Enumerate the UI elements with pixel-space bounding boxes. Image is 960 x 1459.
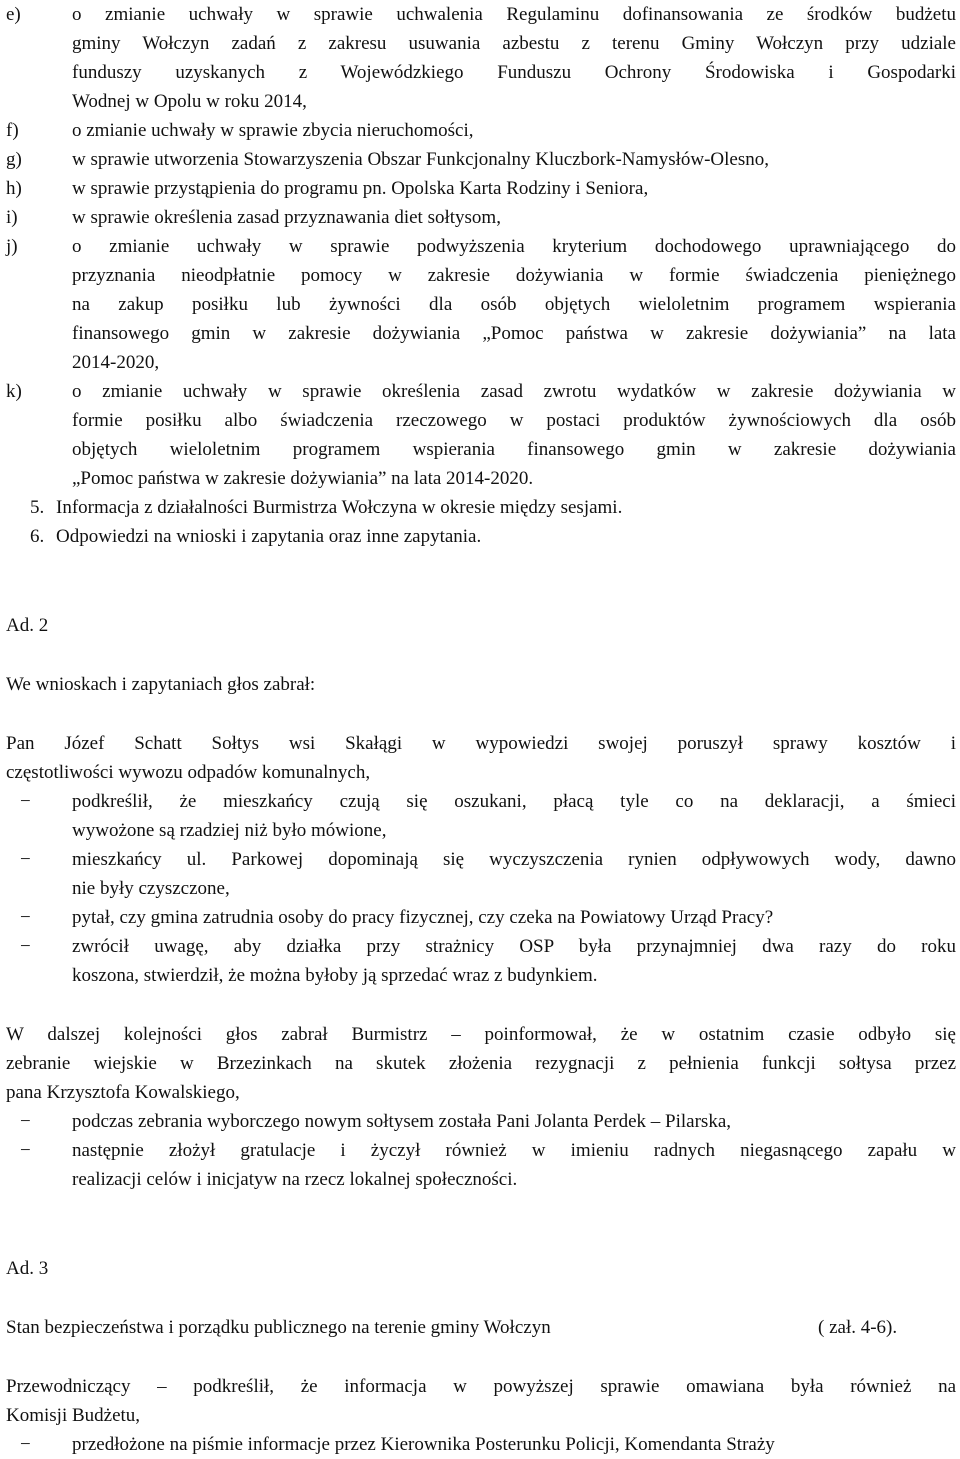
agenda-item-marker: f)	[6, 120, 19, 141]
agenda-item-text-line: przyznania nieodpłatnie pomocy w zakresie dożywiania w formie świadczenia pieniężnego	[72, 265, 956, 286]
ad2-paragraph-schatt	[6, 729, 956, 787]
agenda-item-text-line: 2014-2020,	[72, 352, 160, 373]
agenda-item-text-line: gminy Wołczyn zadań z zakresu usuwania azbestu z terenu Gminy Wołczyn przy udziale	[72, 33, 956, 54]
agenda-item-marker: k)	[6, 381, 22, 402]
agenda-item-text-line: objętych wieloletnim programem wspierania finansowego gmin w zakresie dożywiania	[72, 439, 956, 460]
ad2-schatt-bullet-text-line: pytał, czy gmina zatrudnia osoby do pracy fizycznej, czy czeka na Powiatowy Urząd Pracy?	[72, 907, 774, 928]
ad3-topic-reference: ( zał. 4-6).	[818, 1317, 898, 1338]
ad2-schatt-bullet-text-line: nie były czyszczone,	[72, 878, 230, 899]
ad2-paragraph-line: Pan Józef Schatt Sołtys wsi Skałągi w wypowiedzi swojej poruszył sprawy kosztów i	[6, 733, 956, 754]
agenda-item	[6, 377, 956, 493]
ad2-bullets-burmistrz	[6, 1107, 956, 1194]
ad3-paragraph-line: Komisji Budżetu,	[6, 1405, 141, 1426]
ad2-bullets-schatt	[6, 787, 956, 990]
ad3-topic-row	[6, 1313, 956, 1342]
ad3-paragraph-przewodniczacy	[6, 1372, 956, 1430]
ad3-topic: Stan bezpieczeństwa i porządku publicznego na terenie gminy Wołczyn	[6, 1317, 551, 1338]
ad2-schatt-bullet-text-line: podkreślił, że mieszkańcy czują się oszukani, płacą tyle co na deklaracji, a śmieci	[72, 791, 956, 812]
agenda-item-text-line: „Pomoc państwa w zakresie dożywiania” na lata 2014-2020.	[72, 468, 534, 489]
dash-bullet-icon: −	[20, 849, 31, 870]
ad2-schatt-bullet	[6, 932, 956, 990]
ad2-schatt-bullet	[6, 845, 956, 903]
agenda-item	[6, 0, 956, 116]
ad2-schatt-bullet	[6, 787, 956, 845]
ad2-burmistrz-bullet-text-line: następnie złożył gratulacje i życzył również w imieniu radnych niegasnącego zapału w	[72, 1140, 956, 1161]
agenda-item-marker: g)	[6, 149, 22, 170]
ad3-paragraph-line: Przewodniczący – podkreślił, że informacja w powyższej sprawie omawiana była również na	[6, 1376, 956, 1397]
agenda-item-marker: i)	[6, 207, 18, 228]
agenda-item-text-line: finansowego gmin w zakresie dożywiania „Pomoc państwa w zakresie dożywiania” na lata	[72, 323, 956, 344]
ad2-burmistrz-bullet	[6, 1107, 956, 1136]
agenda-item	[6, 203, 956, 232]
ad3-przewodniczacy-bullet	[6, 1430, 956, 1459]
ad3-bullets-przewodniczacy	[6, 1430, 956, 1459]
numbered-item	[6, 493, 956, 522]
agenda-item-text-line: w sprawie określenia zasad przyznawania diet sołtysom,	[72, 207, 501, 228]
numbered-item	[6, 522, 956, 551]
agenda-item-marker: e)	[6, 4, 21, 25]
agenda-item-text-line: o zmianie uchwały w sprawie podwyższenia kryterium dochodowego uprawniającego do	[72, 236, 956, 257]
ad2-burmistrz-bullet-text-line: realizacji celów i inicjatyw na rzecz lokalnej społeczności.	[72, 1169, 518, 1190]
numbered-item-marker: 6.	[30, 526, 45, 547]
numbered-list	[6, 493, 956, 551]
dash-bullet-icon: −	[20, 936, 31, 957]
ad2-paragraph-line: zebranie wiejskie w Brzezinkach na skutek złożenia rezygnacji z pełnienia funkcji sołtysa przez	[6, 1053, 956, 1074]
ad2-schatt-bullet	[6, 903, 956, 932]
dash-bullet-icon: −	[20, 791, 31, 812]
ad2-paragraph-burmistrz	[6, 1020, 956, 1107]
ad2-paragraph-line: częstotliwości wywozu odpadów komunalnych,	[6, 762, 371, 783]
agenda-item	[6, 174, 956, 203]
ad2-paragraph-line: W dalszej kolejności głos zabrał Burmistrz – poinformował, że w ostatnim czasie odbyło się	[6, 1024, 956, 1045]
ad2-schatt-bullet-text-line: zwrócił uwagę, aby działka przy strażnicy OSP była przynajmniej dwa razy do roku	[72, 936, 956, 957]
agenda-item-text-line: o zmianie uchwały w sprawie określenia zasad zwrotu wydatków w zakresie dożywiania w	[72, 381, 956, 402]
numbered-item-text: Odpowiedzi na wnioski i zapytania oraz inne zapytania.	[56, 526, 482, 547]
agenda-item	[6, 232, 956, 377]
agenda-item-text-line: w sprawie przystąpienia do programu pn. Opolska Karta Rodziny i Seniora,	[72, 178, 649, 199]
agenda-item-text-line: Wodnej w Opolu w roku 2014,	[72, 91, 307, 112]
agenda-item-text-line: na zakup posiłku lub żywności dla osób objętych wieloletnim programem wspierania	[72, 294, 956, 315]
ad2-schatt-bullet-text-line: mieszkańcy ul. Parkowej dopominają się wyczyszczenia rynien odpływowych wody, dawno	[72, 849, 956, 870]
ad3-heading: Ad. 3	[6, 1258, 49, 1279]
agenda-item-marker: j)	[6, 236, 18, 257]
ad2-heading: Ad. 2	[6, 615, 49, 636]
numbered-item-text: Informacja z działalności Burmistrza Wołczyna w okresie między sesjami.	[56, 497, 623, 518]
agenda-item-marker: h)	[6, 178, 22, 199]
ad2-paragraph-line: pana Krzysztofa Kowalskiego,	[6, 1082, 240, 1103]
ad2-burmistrz-bullet-text-line: podczas zebrania wyborczego nowym sołtysem została Pani Jolanta Perdek – Pilarska,	[72, 1111, 732, 1132]
agenda-item-text-line: formie posiłku albo świadczenia rzeczowego w postaci produktów żywnościowych dla osób	[72, 410, 956, 431]
numbered-item-marker: 5.	[30, 497, 45, 518]
agenda-item-text-line: o zmianie uchwały w sprawie zbycia nieruchomości,	[72, 120, 474, 141]
agenda-item-text-line: funduszy uzyskanych z Wojewódzkiego Funduszu Ochrony Środowiska i Gospodarki	[72, 62, 956, 83]
agenda-item-text-line: o zmianie uchwały w sprawie uchwalenia Regulaminu dofinansowania ze środków budżetu	[72, 4, 956, 25]
ad2-burmistrz-bullet	[6, 1136, 956, 1194]
ad2-schatt-bullet-text-line: wywożone są rzadziej niż było mówione,	[72, 820, 387, 841]
dash-bullet-icon: −	[20, 1434, 31, 1455]
ad2-intro: We wnioskach i zapytaniach głos zabrał:	[6, 674, 316, 695]
dash-bullet-icon: −	[20, 1111, 31, 1132]
document-page	[6, 0, 956, 1459]
dash-bullet-icon: −	[20, 907, 31, 928]
ad3-przewodniczacy-bullet-text-line: przedłożone na piśmie informacje przez Kierownika Posterunku Policji, Komendanta Straży	[72, 1434, 775, 1455]
dash-bullet-icon: −	[20, 1140, 31, 1161]
agenda-item	[6, 145, 956, 174]
agenda-list	[6, 0, 956, 493]
agenda-item	[6, 116, 956, 145]
ad2-schatt-bullet-text-line: koszona, stwierdził, że można byłoby ją sprzedać wraz z budynkiem.	[72, 965, 598, 986]
agenda-item-text-line: w sprawie utworzenia Stowarzyszenia Obszar Funkcjonalny Kluczbork-Namysłów-Olesno,	[72, 149, 769, 170]
